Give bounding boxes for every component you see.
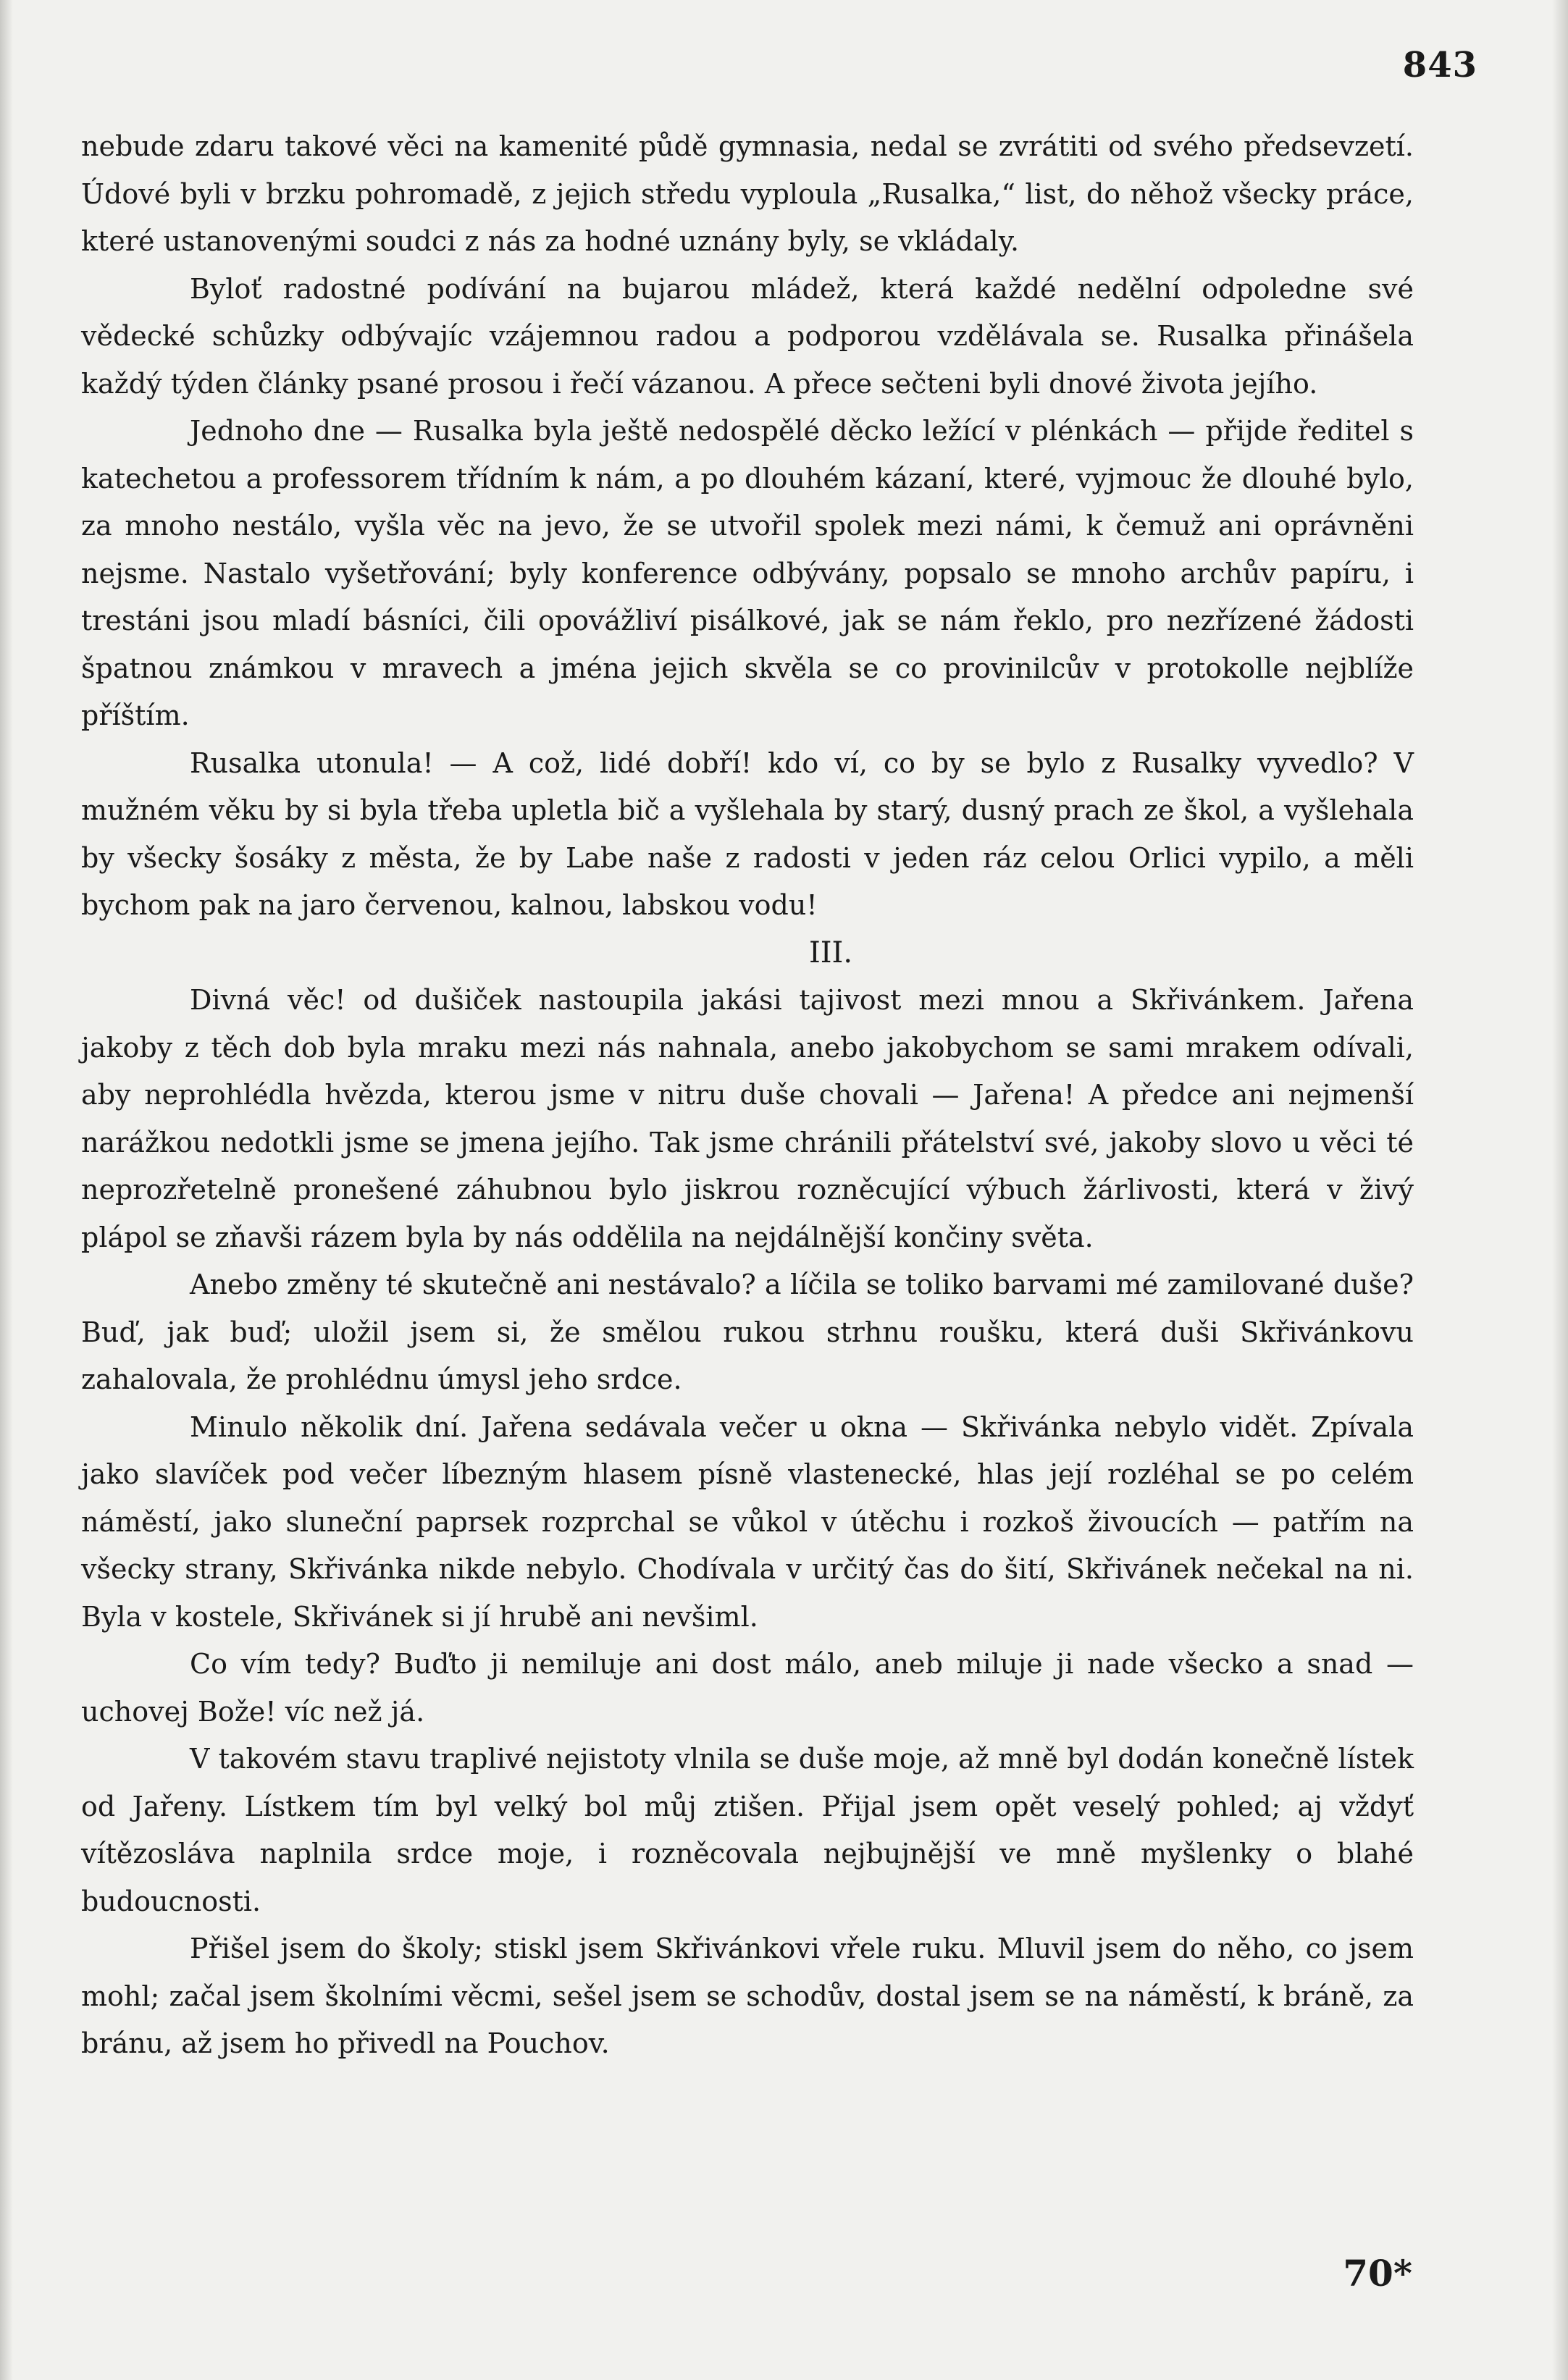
- paragraph: nebude zdaru takové věci na kamenité půdě gymnasia, nedal se zvrátiti od svého předsevzetí. Údové byli v brzku pohromadě, z jejich středu vyploula „Rusalka,“ list, do něhož všecky práce, které ustanovenými soudci z nás za hodné uznány byly, se vkládaly.: [81, 130, 1414, 257]
- paragraph: Co vím tedy? Buďto ji nemiluje ani dost málo, aneb miluje ji nade všecko a snad — uchovej Bože! víc než já.: [81, 1648, 1414, 1728]
- page-number: 843: [1402, 45, 1477, 85]
- paragraph: Anebo změny té skutečně ani nestávalo? a líčila se toliko barvami mé zamilované duše? Buď, jak buď; uložil jsem si, že smělou rukou strhnu roušku, která duši Skřivánkovu zahalovala, že prohlédnu úmysl jeho srdce.: [81, 1269, 1414, 1395]
- paragraph: Minulo několik dní. Jařena sedávala večer u okna — Skřivánka nebylo vidět. Zpívala jako slavíček pod večer líbezným hlasem písně vlastenecké, hlas její rozléhal se po celém náměstí, jako sluneční paprsek rozprchal se vůkol v útěchu i rozkoš živoucích — patřím na všecky strany, Skřivánka nikde nebylo. Chodívala v určitý čas do šití, Skřivánek nečekal na ni. Byla v kostele, Skřivánek si jí hrubě ani nevšiml.: [81, 1410, 1414, 1633]
- paragraph: Divná věc! od dušiček nastoupila jakási tajivost mezi mnou a Skřivánkem. Jařena jakoby z těch dob byla mraku mezi nás nahnala, anebo jakobychom se sami mrakem odívali, aby neprohlédla hvězda, kterou jsme v nitru duše chovali — Jařena! A předce ani nejmenší narážkou nedotkli jsme se jmena jejího. Tak jsme chránili přátelství své, jakoby slovo u věci té neprozřetelně pronešené záhubnou bylo jiskrou rozněcující výbuch žárlivosti, která v živý plápol se zňavši rázem byla by nás oddělila na nejdálnější končiny světa.: [81, 984, 1414, 1253]
- section-heading: III.: [808, 935, 853, 970]
- scan-edge-shadow-left: [0, 0, 13, 2380]
- signature-mark: 70*: [1343, 2252, 1412, 2295]
- body-text: [81, 123, 1414, 2068]
- paragraph: Jednoho dne — Rusalka byla ještě nedospělé děcko ležící v plénkách — přijde ředitel s katechetou a professorem třídním k nám, a po dlouhém kázaní, které, vyjmouc že dlouhé bylo, za mnoho nestálo, vyšla věc na jevo, že se utvořil spolek mezi námi, k čemuž ani oprávněni nejsme. Nastalo vyšetřování; byly konference odbývány, popsalo se mnoho archův papíru, i trestáni jsou mladí básníci, čili opovážliví pisálkové, jak se nám řeklo, pro nezřízené žádosti špatnou známkou v mravech a jména jejich skvěla se co provinilcův v protokolle nejblíže příštím.: [81, 415, 1414, 731]
- scan-edge-shadow-right: [1552, 0, 1568, 2380]
- paragraph: V takovém stavu traplivé nejistoty vlnila se duše moje, až mně byl dodán konečně lístek od Jařeny. Lístkem tím byl velký bol můj ztišen. Přijal jsem opět veselý pohled; aj vždyť vítězosláva naplnila srdce moje, i rozněcovala nejbujnější ve mně myšlenky o blahé budoucnosti.: [81, 1743, 1414, 1917]
- paragraph: Rusalka utonula! — A což, lidé dobří! kdo ví, co by se bylo z Rusalky vyvedlo? V mužném věku by si byla třeba upletla bič a vyšlehala by starý, dusný prach ze škol, a vyšlehala by všecky šosáky z města, že by Labe naše z radosti v jeden ráz celou Orlici vypilo, a měli bychom pak na jaro červenou, kalnou, labskou vodu!: [81, 747, 1414, 921]
- paragraph: Byloť radostné podívání na bujarou mládež, která každé nedělní odpoledne své vědecké schůzky odbývajíc vzájemnou radou a podporou vzdělávala se. Rusalka přinášela každý týden články psané prosou i řečí vázanou. A přece sečteni byli dnové života jejího.: [81, 272, 1414, 400]
- paragraph: Přišel jsem do školy; stiskl jsem Skřivánkovi vřele ruku. Mluvil jsem do něho, co jsem mohl; začal jsem školními věcmi, sešel jsem se schodův, dostal jsem se na náměstí, k bráně, za bránu, až jsem ho přivedl na Pouchov.: [81, 1933, 1414, 2059]
